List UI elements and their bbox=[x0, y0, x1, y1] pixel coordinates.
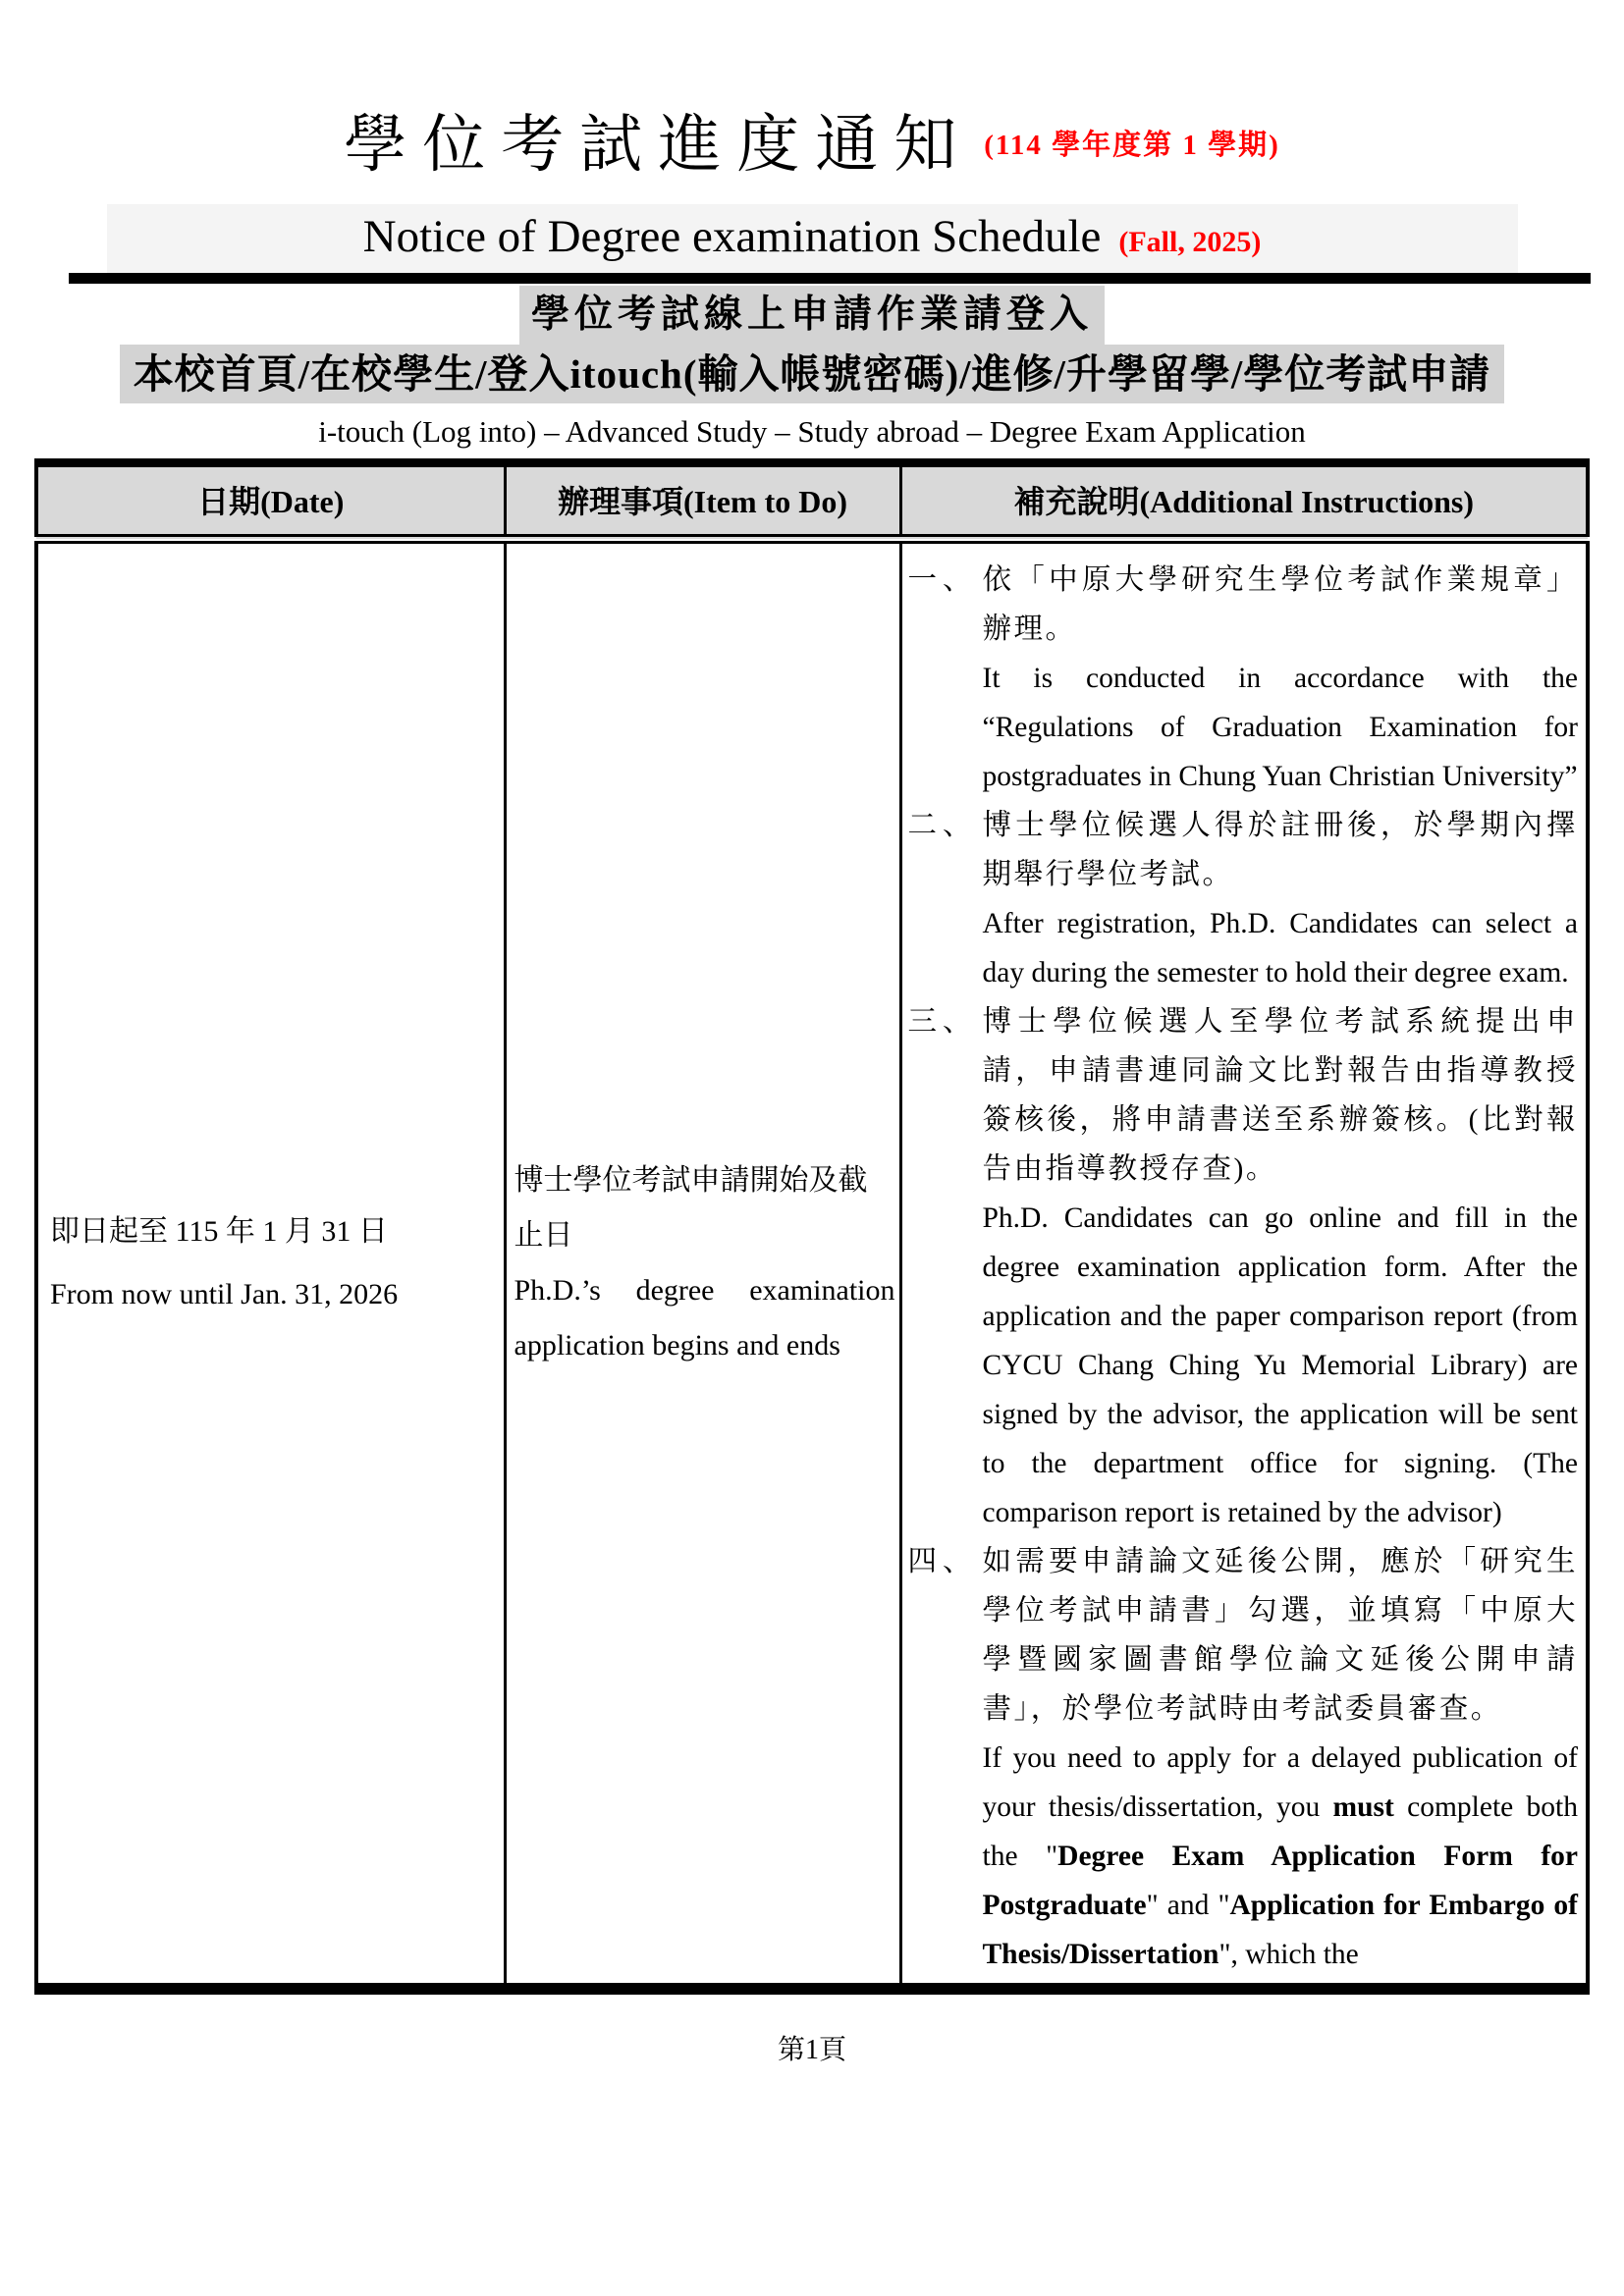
page-number: 第1頁 bbox=[777, 2035, 846, 2065]
item-cell bbox=[505, 539, 900, 1989]
instruction-item bbox=[908, 997, 1579, 1537]
instruction-number: 二、 bbox=[907, 810, 978, 841]
login-banner-row bbox=[0, 284, 1624, 345]
instruction-number: 四、 bbox=[907, 1546, 978, 1577]
instruction-text-en-segment: Ph.D. Candidates can go online and fill in the degree examination application form. After the application and the paper comparison report (from CYCU Chang Ching Yu Memorial Library) are signed by the advisor, the application will be sent to the department office for signing. (The comparison report is retained by the advisor) bbox=[982, 1202, 1578, 1528]
col-header-date: 日期(Date) bbox=[36, 463, 505, 540]
instruction-body bbox=[983, 556, 1579, 801]
instruction-text-zh: 博士學位候選人至學位考試系統提出申請，申請書連同論文比對報告由指導教授簽核後，將申請書送至系辦簽核。(比對報告由指導教授存查)。 bbox=[982, 1006, 1578, 1185]
col-header-item: 辦理事項(Item to Do) bbox=[505, 463, 900, 540]
instructions-list bbox=[908, 556, 1579, 1979]
instruction-number: 一、 bbox=[907, 564, 978, 596]
login-banner: 學位考試線上申請作業請登入 bbox=[519, 286, 1105, 345]
schedule-table bbox=[34, 458, 1590, 1995]
instruction-body bbox=[983, 997, 1579, 1537]
instruction-text-en-bold-segment: Application for Embargo of Thesis/Dissertation bbox=[982, 1890, 1578, 1970]
instruction-item bbox=[908, 1537, 1579, 1979]
title-semester-note: (114 學年度第 1 學期) bbox=[984, 130, 1280, 161]
instructions-cell bbox=[900, 539, 1588, 1989]
nav-path-zh: 本校首頁/在校學生/登入itouch(輸入帳號密碼)/進修/升學留學/學位考試申請 bbox=[120, 345, 1505, 403]
instruction-item bbox=[908, 556, 1579, 801]
nav-path-row bbox=[0, 345, 1624, 403]
item-to-do-en: Ph.D.’s degree examination application begins and ends bbox=[514, 1274, 895, 1362]
instruction-text-en bbox=[983, 899, 1579, 997]
date-cell bbox=[36, 539, 505, 1989]
instruction-text-en-bold-segment: Degree Exam Application Form for Postgraduate bbox=[982, 1841, 1578, 1921]
instruction-number: 三、 bbox=[907, 1006, 978, 1038]
horizontal-divider-rule bbox=[69, 273, 1591, 284]
col-header-instructions: 補充說明(Additional Instructions) bbox=[900, 463, 1588, 540]
date-range-en: From now until Jan. 31, 2026 bbox=[50, 1278, 399, 1310]
instruction-item bbox=[908, 801, 1579, 997]
instruction-text-en bbox=[983, 1734, 1579, 1979]
table-header-row bbox=[36, 463, 1588, 540]
date-range-zh: 即日起至 115 年 1 月 31 日 bbox=[50, 1215, 388, 1248]
nav-path-en: i-touch (Log into) – Advanced Study – Study abroad – Degree Exam Application bbox=[318, 414, 1306, 449]
instruction-text-en bbox=[983, 1194, 1579, 1537]
instruction-text-en-segment: After registration, Ph.D. Candidates can select a day during the semester to hold their degree exam. bbox=[982, 908, 1578, 988]
instruction-text-zh: 依「中原大學研究生學位考試作業規章」辦理。 bbox=[982, 564, 1578, 645]
instruction-text-en bbox=[983, 654, 1579, 801]
instruction-text-zh: 如需要申請論文延後公開，應於「研究生學位考試申請書」勾選，並填寫「中原大學暨國家圖書館學位論文延後公開申請書」，於學位考試時由考試委員審查。 bbox=[982, 1546, 1578, 1725]
instruction-text-zh: 博士學位候選人得於註冊後，於學期內擇期舉行學位考試。 bbox=[982, 810, 1578, 890]
table-row bbox=[36, 539, 1588, 1989]
instruction-text-en-segment: " and " bbox=[1146, 1890, 1230, 1921]
item-to-do-zh: 博士學位考試申請開始及截止日 bbox=[514, 1164, 868, 1252]
instruction-text-en-segment: ", which the bbox=[1218, 1939, 1359, 1970]
instruction-text-en-segment: complete both the " bbox=[982, 1791, 1578, 1872]
instruction-text-en-bold-segment: must bbox=[1332, 1791, 1394, 1823]
subtitle-term-note: (Fall, 2025) bbox=[1118, 226, 1262, 258]
title-zh: 學位考試進度通知 bbox=[344, 109, 973, 182]
instruction-text-en-segment: If you need to apply for a delayed publication of your thesis/dissertation, you bbox=[982, 1742, 1578, 1823]
document-title-line bbox=[0, 0, 1624, 185]
instruction-text-en-segment: It is conducted in accordance with the “Regulations of Graduation Examination for postgraduates in Chung Yuan Christian University” bbox=[982, 663, 1578, 792]
subtitle-en: Notice of Degree examination Schedule bbox=[362, 211, 1102, 262]
subtitle-block bbox=[107, 204, 1518, 273]
instruction-body bbox=[983, 801, 1579, 997]
instruction-body bbox=[983, 1537, 1579, 1979]
